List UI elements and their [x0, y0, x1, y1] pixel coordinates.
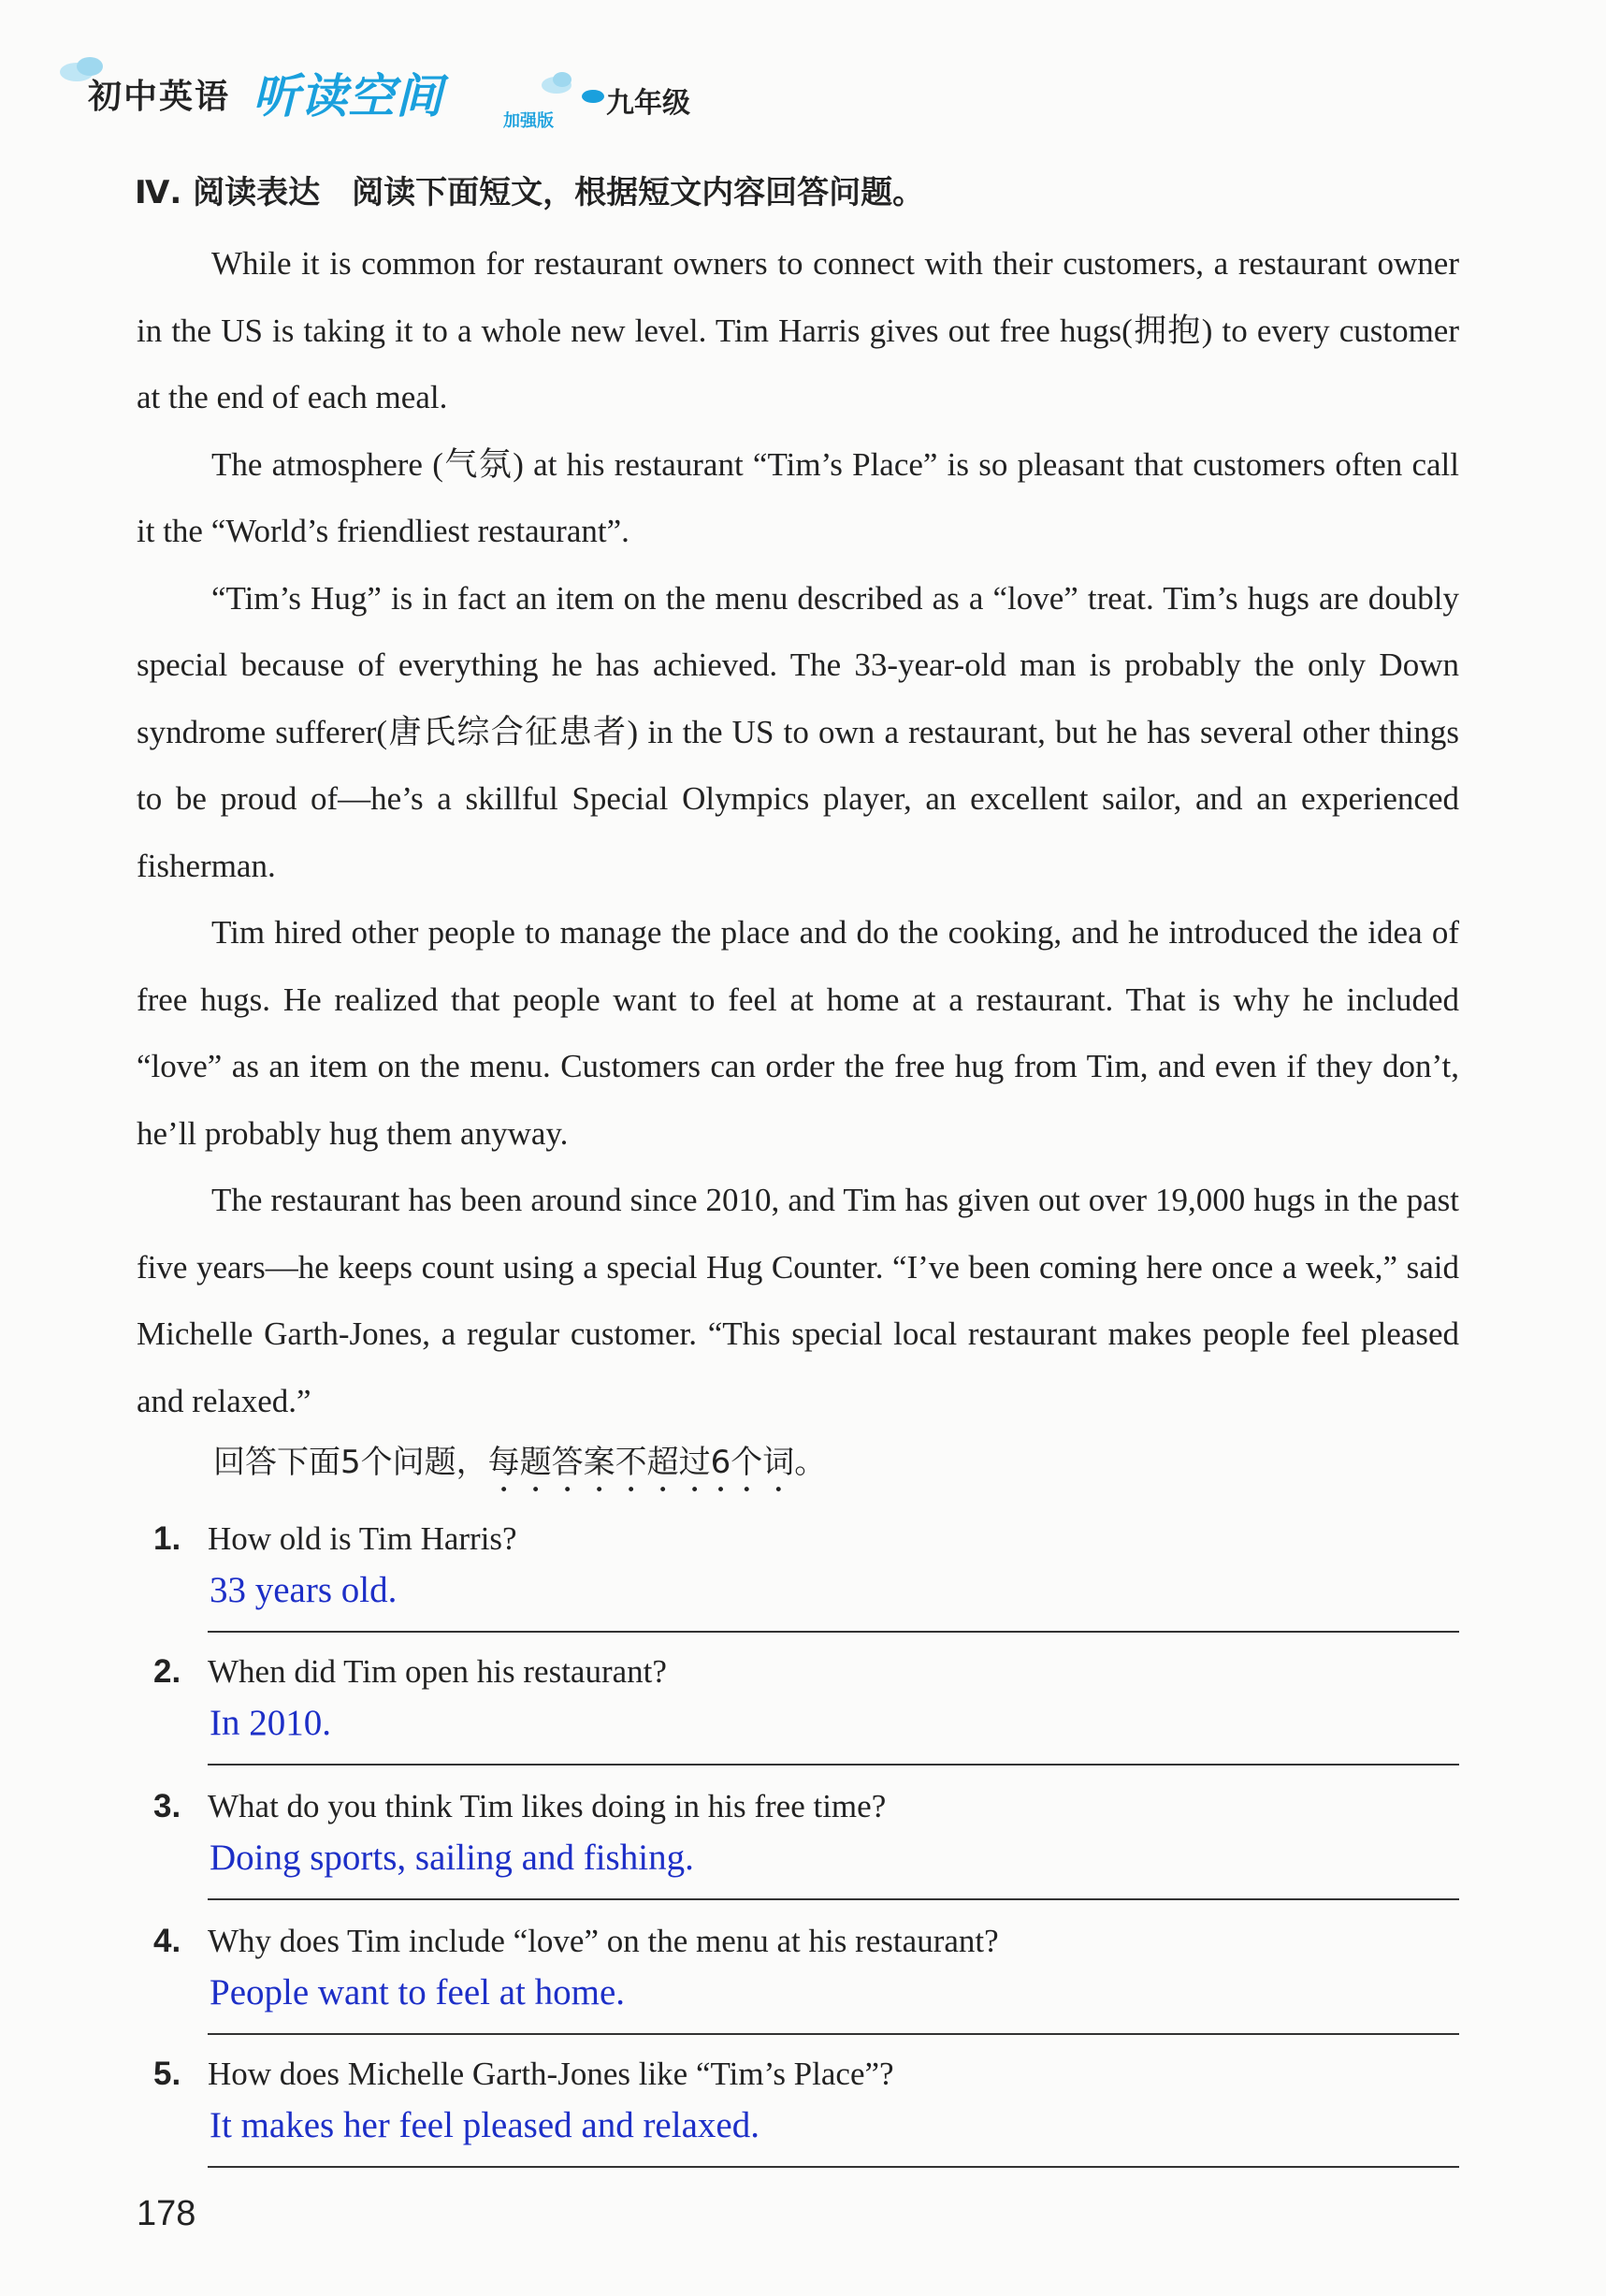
answer-underline — [208, 2033, 1459, 2035]
passage-paragraph: While it is common for restaurant owners to connect with their customers, a restaurant owner in the US is taking it to a whole new level. Tim Harris gives out free hugs(拥抱) to every customer at the end of each meal. — [137, 245, 1459, 415]
question-item — [153, 1520, 1459, 1651]
question-label: How old is Tim Harris? — [208, 1520, 517, 1557]
answer-underline — [208, 1631, 1459, 1633]
question-number: 3. — [153, 1788, 181, 1824]
question-label: How does Michelle Garth-Jones like “Tim’s Place”? — [208, 2056, 894, 2092]
answer-instruction — [213, 1436, 826, 1500]
question-number: 5. — [153, 2056, 181, 2092]
question-label: When did Tim open his restaurant? — [208, 1653, 667, 1690]
series-title: 初中英语 — [88, 78, 231, 116]
answer-underline — [208, 2166, 1459, 2168]
cloud-icon — [538, 68, 575, 96]
passage-paragraph: “Tim’s Hug” is in fact an item on the menu described as a “love” treat. Tim’s hugs are doubly special because of everything he has achieved. The 33-year-old man is probably the only Down syndrome sufferer(唐氏综合征患者) in the US to own a restaurant, but he has several other things to be proud of—he’s a skillful Special Olympics player, an excellent sailor, and an experienced fisherman. — [137, 579, 1459, 884]
answer-text[interactable]: Doing sports, sailing and fishing. — [210, 1838, 694, 1878]
book-logo: 听读空间 — [253, 69, 443, 124]
question-text — [153, 1653, 667, 1691]
question-number: 1. — [153, 1520, 181, 1557]
question-label: What do you think Tim likes doing in his free time? — [208, 1788, 887, 1824]
edition-label: 加强版 — [503, 111, 554, 131]
instruction-emphasis: 每题答案不超过6个词 — [487, 1444, 795, 1481]
reading-passage — [137, 230, 1459, 1434]
question-text — [153, 1520, 517, 1558]
passage-paragraph: Tim hired other people to manage the place and do the cooking, and he introduced the idea of free hugs. He realized that people want to feel at home at a restaurant. That is why he included “love” as an item on the menu. Customers can order the free hug from Tim, and even if they don’t, he’ll probably hug them anyway. — [137, 914, 1459, 1152]
passage-paragraph: The atmosphere (气氛) at his restaurant “Tim’s Place” is so pleasant that customers often call it the “World’s friendliest restaurant”. — [137, 445, 1459, 549]
question-item — [153, 2056, 1459, 2187]
answer-underline — [208, 1898, 1459, 1900]
question-item — [153, 1653, 1459, 1784]
question-number: 2. — [153, 1653, 181, 1690]
page-header — [56, 51, 898, 136]
question-text — [153, 1788, 886, 1825]
grade-label: 九年级 — [606, 87, 690, 120]
answer-text[interactable]: People want to feel at home. — [210, 1972, 626, 2013]
section-heading: Ⅳ. 阅读表达 阅读下面短文，根据短文内容回答问题。 — [135, 174, 925, 211]
passage-paragraph: The restaurant has been around since 2010, and Tim has given out over 19,000 hugs in the past five years—he keeps count using a special Hug Counter. “I’ve been coming here once a week,” said Michelle Garth-Jones, a regular customer. “This special local restaurant makes people feel pleased and relaxed.” — [137, 1182, 1459, 1419]
question-item — [153, 1788, 1459, 1919]
instruction-prefix: 回答下面5个问题， — [213, 1444, 488, 1481]
cloud-icon — [580, 85, 606, 104]
question-label: Why does Tim include “love” on the menu at his restaurant? — [208, 1923, 999, 1959]
question-text — [153, 2056, 894, 2093]
question-text — [153, 1923, 999, 1960]
answer-underline — [208, 1764, 1459, 1766]
question-number: 4. — [153, 1923, 181, 1959]
answer-text[interactable]: 33 years old. — [210, 1570, 398, 1610]
page-number: 178 — [137, 2194, 196, 2233]
question-item — [153, 1923, 1459, 2054]
answer-text[interactable]: It makes her feel pleased and relaxed. — [210, 2105, 760, 2145]
answer-text[interactable]: In 2010. — [210, 1703, 331, 1743]
instruction-suffix: 。 — [794, 1444, 827, 1481]
